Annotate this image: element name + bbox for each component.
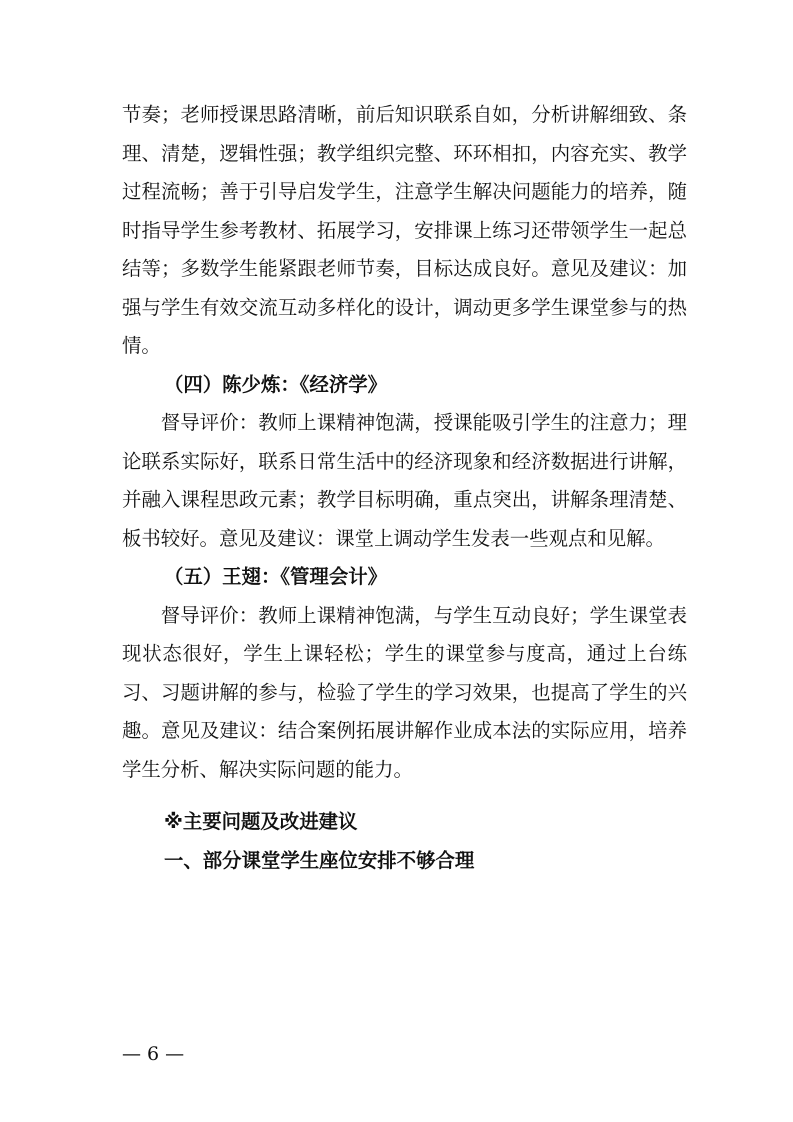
issue-1-heading: 一、部分课堂学生座位安排不够合理: [164, 848, 475, 872]
page-number: — 6 —: [122, 1043, 185, 1065]
document-body: [122, 96, 687, 880]
continued-paragraph: 节奏；老师授课思路清晰，前后知识联系自如，分析讲解细致、条理、清楚，逻辑性强；教学组织完整、环环相扣，内容充实、教学过程流畅；善于引导启发学生，注意学生解决问题能力的培养，随时指导学生参考教材、拓展学习，安排课上练习还带领学生一起总结等；多数学生能紧跟老师节奏，目标达成良好。意见及建议：加强与学生有效交流互动多样化的设计，调动更多学生课堂参与的热情。: [122, 103, 687, 357]
section-spacer: [122, 789, 687, 803]
section-5-body: 督导评价：教师上课精神饱满，与学生互动良好；学生课堂表现状态很好，学生上课轻松；学生的课堂参与度高，通过上台练习、习题讲解的参与，检验了学生的学习效果，也提高了学生的兴趣。意见及建议：结合案例拓展讲解作业成本法的实际应用，培养学生分析、解决实际问题的能力。: [122, 603, 687, 781]
section-4-body: 督导评价：教师上课精神饱满，授课能吸引学生的注意力；理论联系实际好，联系日常生活中的经济现象和经济数据进行讲解，并融入课程思政元素；教学目标明确，重点突出，讲解条理清楚、板书较好。意见及建议：课堂上调动学生发表一些观点和见解。: [122, 411, 687, 550]
section-5-heading: （五）王翅：《管理会计》: [164, 565, 387, 588]
main-issues-heading: ※主要问题及改进建议: [164, 810, 358, 833]
section-4-heading: （四）陈少炼：《经济学》: [164, 372, 387, 396]
